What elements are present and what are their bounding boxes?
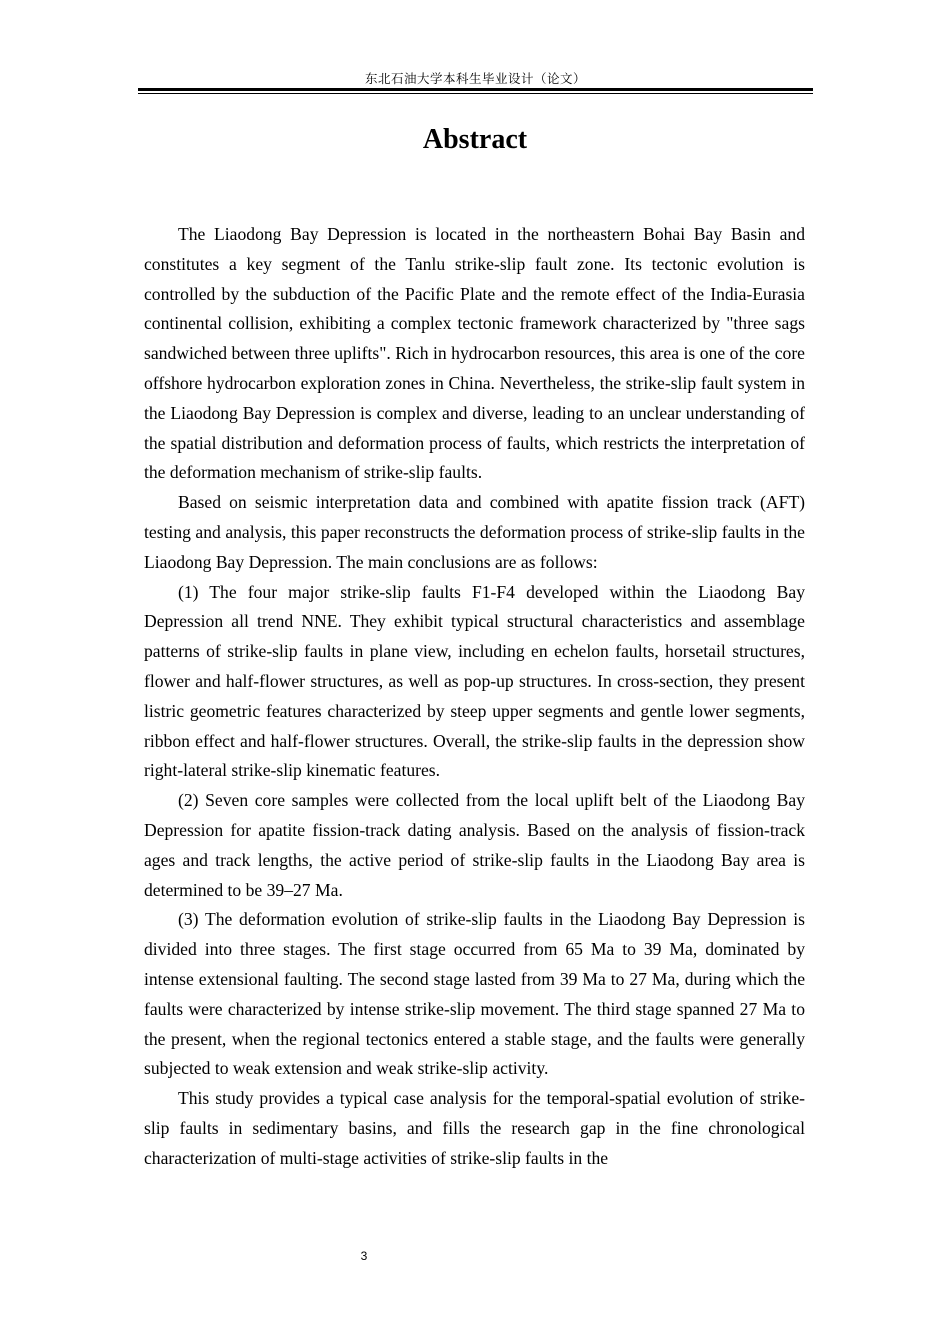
abstract-paragraph: Based on seismic interpretation data and combined with apatite fission track (AFT) testing and analysis, this paper reconstructs the deformation process of strike-slip faults in the Liaodong Bay Depression. The main conclusions are as follows: bbox=[144, 492, 805, 572]
page-number: 3 bbox=[360, 1249, 368, 1263]
header-rule-thick bbox=[138, 88, 813, 91]
abstract-paragraph: (2) Seven core samples were collected from the local uplift belt of the Liaodong Bay Depression for apatite fission-track dating analysis. Based on the analysis of fission-track ages and track lengths, the active period of strike-slip faults in the Liaodong Bay area is determined to be 39–27 Ma. bbox=[144, 790, 805, 900]
abstract-title: Abstract bbox=[422, 124, 528, 155]
running-header: 东北石油大学本科生毕业设计（论文） bbox=[364, 71, 586, 86]
abstract-paragraph: (1) The four major strike-slip faults F1-F4 developed within the Liaodong Bay Depression all trend NNE. They exhibit typical structural characteristics and assemblage patterns of strike-slip faults in plane view, including en echelon faults, horsetail structures, flower and half-flower structures, as well as pop-up structures. In cross-section, they present listric geometric features characterized by steep upper segments and gentle lower segments, ribbon effect and half-flower structures. Overall, the strike-slip faults in the depression show right-lateral strike-slip kinematic features. bbox=[144, 581, 805, 781]
abstract-paragraph: This study provides a typical case analysis for the temporal-spatial evolution of strike-slip faults in sedimentary basins, and fills the research gap in the fine chronological characterization of multi-stage activities of strike-slip faults in the bbox=[144, 1088, 805, 1168]
abstract-paragraph: The Liaodong Bay Depression is located in the northeastern Bohai Bay Basin and constitutes a key segment of the Tanlu strike-slip fault zone. Its tectonic evolution is controlled by the subduction of the Pacific Plate and the remote effect of the India-Eurasia continental collision, exhibiting a complex tectonic framework characterized by "three sags sandwiched between three uplifts". Rich in hydrocarbon resources, this area is one of the core offshore hydrocarbon exploration zones in China. Nevertheless, the strike-slip fault system in the Liaodong Bay Depression is complex and diverse, leading to an unclear understanding of the spatial distribution and deformation process of faults, which restricts the interpretation of the deformation mechanism of strike-slip faults. bbox=[144, 224, 805, 483]
abstract-paragraph: (3) The deformation evolution of strike-slip faults in the Liaodong Bay Depression is divided into three stages. The first stage occurred from 65 Ma to 39 Ma, dominated by intense extensional faulting. The second stage lasted from 39 Ma to 27 Ma, during which the faults were characterized by intense strike-slip movement. The third stage spanned 27 Ma to the present, when the regional tectonics entered a stable stage, and the faults were generally subjected to weak extension and weak strike-slip activity. bbox=[144, 909, 805, 1079]
header-rule-thin bbox=[138, 93, 813, 94]
abstract-body bbox=[144, 220, 805, 1174]
